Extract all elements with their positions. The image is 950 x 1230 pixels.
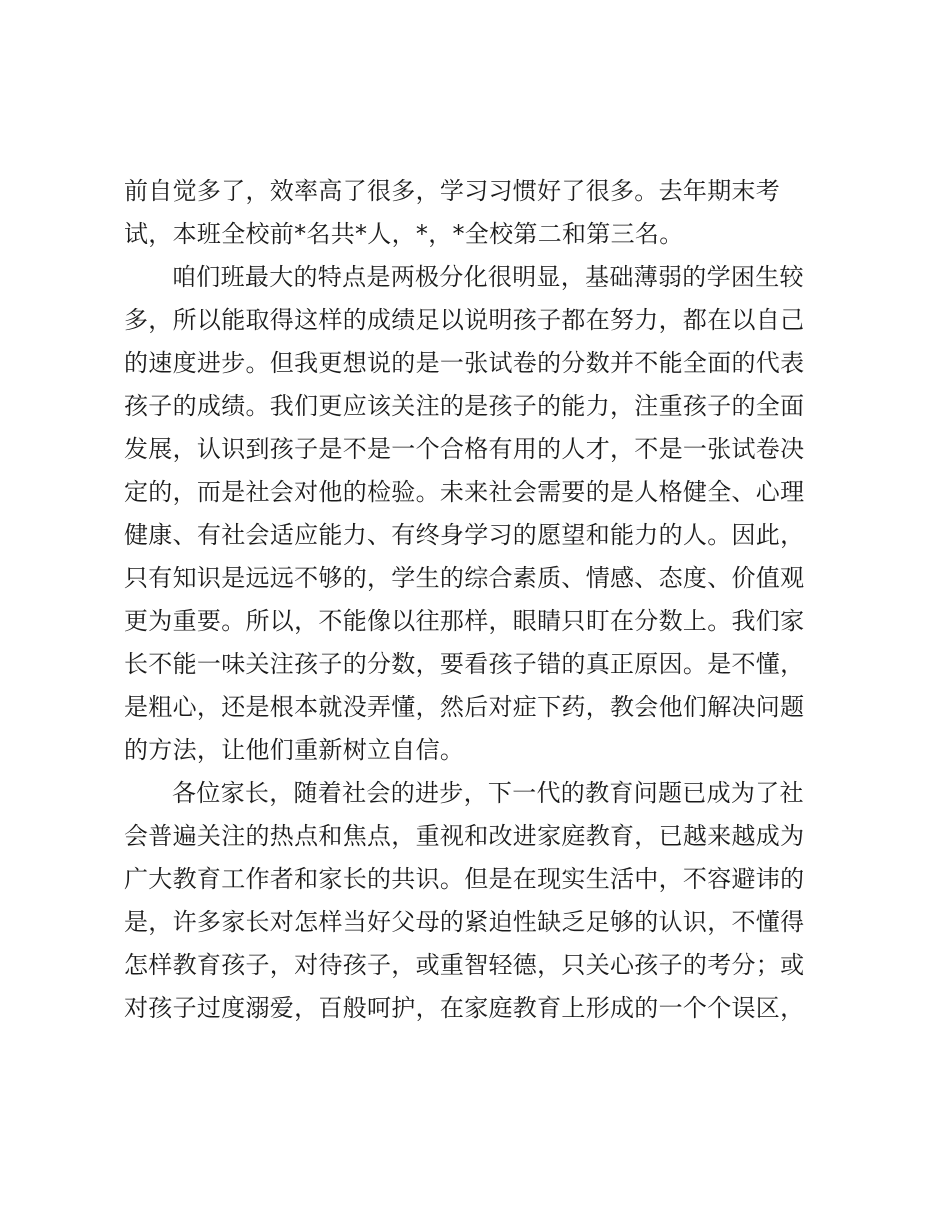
body-text bbox=[124, 170, 824, 1030]
text-line: 长不能一味关注孩子的分数，要看孩子错的真正原因。是不懂， bbox=[124, 650, 805, 678]
text-line: 发展，认识到孩子是不是一个合格有用的人才，不是一张试卷决 bbox=[124, 435, 805, 463]
text-line: 孩子的成绩。我们更应该关注的是孩子的能力，注重孩子的全面 bbox=[124, 392, 805, 420]
text-line: 多，所以能取得这样的成绩足以说明孩子都在努力，都在以自己 bbox=[124, 306, 805, 334]
text-line: 定的，而是社会对他的检验。未来社会需要的是人格健全、心理 bbox=[124, 478, 805, 506]
text-line: 是，许多家长对怎样当好父母的紧迫性缺乏足够的认识，不懂得 bbox=[124, 908, 805, 936]
text-line: 的方法，让他们重新树立自信。 bbox=[124, 736, 465, 764]
text-line: 试，本班全校前*名共*人，*，*全校第二和第三名。 bbox=[124, 220, 684, 248]
text-line: 广大教育工作者和家长的共识。但是在现实生活中，不容避讳的 bbox=[124, 865, 805, 893]
text-line: 的速度进步。但我更想说的是一张试卷的分数并不能全面的代表 bbox=[124, 349, 805, 377]
text-line: 是粗心，还是根本就没弄懂，然后对症下药，教会他们解决问题 bbox=[124, 693, 805, 721]
text-line: 更为重要。所以，不能像以往那样，眼睛只盯在分数上。我们家 bbox=[124, 607, 805, 635]
text-line: 会普遍关注的热点和焦点，重视和改进家庭教育，已越来越成为 bbox=[124, 822, 805, 850]
text-line: 健康、有社会适应能力、有终身学习的愿望和能力的人。因此， bbox=[124, 521, 805, 549]
text-line: 对孩子过度溺爱，百般呵护，在家庭教育上形成的一个个误区， bbox=[124, 994, 805, 1022]
paragraph-start-line: 各位家长，随着社会的进步，下一代的教育问题已成为了社 bbox=[172, 779, 804, 807]
text-line: 怎样教育孩子，对待孩子，或重智轻德，只关心孩子的考分；或 bbox=[124, 951, 805, 979]
text-line: 前自觉多了，效率高了很多，学习习惯好了很多。去年期末考 bbox=[124, 177, 781, 205]
text-line: 只有知识是远远不够的，学生的综合素质、情感、态度、价值观 bbox=[124, 564, 805, 592]
paragraph-start-line: 咱们班最大的特点是两极分化很明显，基础薄弱的学困生较 bbox=[172, 263, 804, 291]
